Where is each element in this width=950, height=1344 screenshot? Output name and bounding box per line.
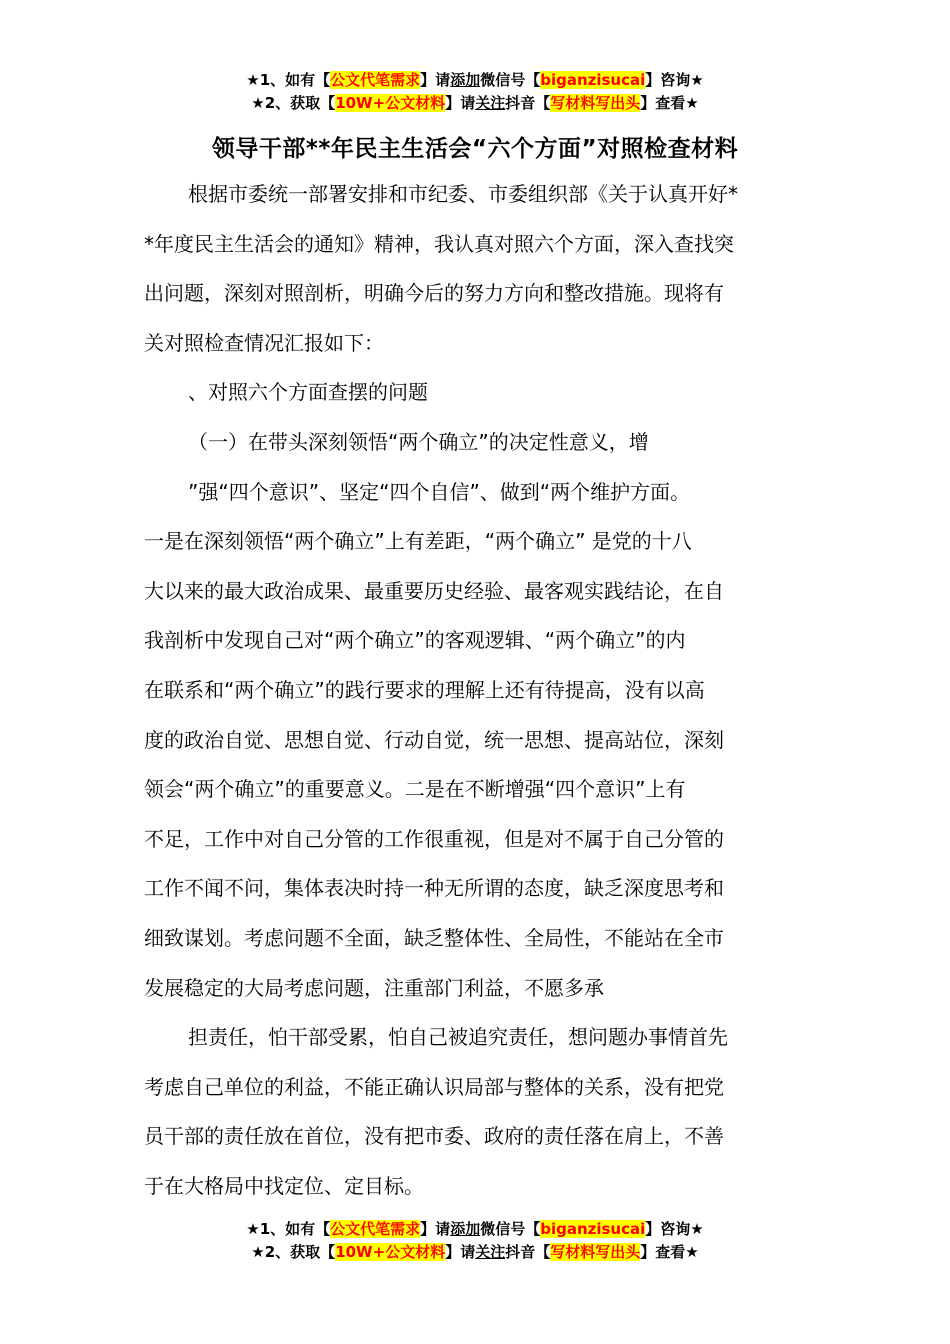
text-line: 在联系和“两个确立”的践行要求的理解上还有待提高，没有以高 [144,677,705,702]
banner-line-2: ★2、获取【10W+公文材料】请关注抖音【写材料写出头】查看★ [251,94,699,112]
highlight-douyin: 写材料写出头 [550,1243,641,1261]
highlight-materials: 10W+公文材料 [335,94,446,112]
banner-line-2: ★2、获取【10W+公文材料】请关注抖音【写材料写出头】查看★ [251,1243,699,1261]
text-line: 度的政治自觉、思想自觉、行动自觉，统一思想、提高站位，深刻 [144,727,724,752]
text-line: 员干部的责任放在首位，没有把市委、政府的责任落在肩上，不善 [144,1124,724,1149]
section-heading: 、对照六个方面查摆的问题 [188,380,428,405]
text-line: 工作不闻不问，集体表决时持一种无所谓的态度，缺乏深度思考和 [144,876,724,901]
document-title: 领导干部**年民主生活会“六个方面”对照检查材料 [211,136,739,162]
text-line: 不足，工作中对自己分管的工作很重视，但是对不属于自己分管的 [144,826,724,851]
subsection-heading: （一）在带头深刻领悟“两个确立”的决定性意义，增 [188,429,649,454]
highlight-service: 公文代笔需求 [330,1220,421,1238]
text-line: *年度民主生活会的通知》精神，我认真对照六个方面，深入查找突 [144,231,734,256]
text-line: 担责任，怕干部受累，怕自己被追究责任，想问题办事情首先 [188,1025,728,1050]
text-line: 一是在深刻领悟“两个确立”上有差距，“两个确立” 是党的十八 [144,529,692,554]
text-line: 根据市委统一部署安排和市纪委、市委组织部《关于认真开好* [188,182,738,206]
highlight-douyin: 写材料写出头 [550,94,641,112]
highlight-wechat-id: biganzisucai [540,71,646,89]
text-line: 于在大格局中找定位、定目标。 [144,1173,424,1198]
text-line: 我剖析中发现自己对“两个确立”的客观逻辑、“两个确立”的内 [144,628,686,653]
banner-line-1: ★1、如有【公文代笔需求】请添加微信号【biganzisucai】咨询★ [246,71,704,89]
footer-banner [0,1218,950,1264]
text-line: 考虑自己单位的利益，不能正确认识局部与整体的关系，没有把党 [144,1074,724,1099]
header-banner [0,69,950,115]
text-line: 关对照检查情况汇报如下： [144,330,384,355]
text-line: 发展稳定的大局考虑问题，注重部门利益，不愿多承 [144,975,604,1000]
text-line: 领会“两个确立”的重要意义。二是在不断增强“四个意识”上有 [144,777,686,802]
text-line: 大以来的最大政治成果、最重要历史经验、最客观实践结论，在自 [144,578,724,603]
text-line: ”强“四个意识”、坚定“四个自信”、做到“两个维护方面。 [188,479,691,504]
text-line: 细致谋划。考虑问题不全面，缺乏整体性、全局性，不能站在全市 [144,925,724,950]
banner-line-1: ★1、如有【公文代笔需求】请添加微信号【biganzisucai】咨询★ [246,1220,704,1238]
text-line: 出问题，深刻对照剖析，明确今后的努力方向和整改措施。现将有 [144,281,724,306]
highlight-service: 公文代笔需求 [330,71,421,89]
highlight-wechat-id: biganzisucai [540,1220,646,1238]
document-body [144,170,810,1211]
highlight-materials: 10W+公文材料 [335,1243,446,1261]
